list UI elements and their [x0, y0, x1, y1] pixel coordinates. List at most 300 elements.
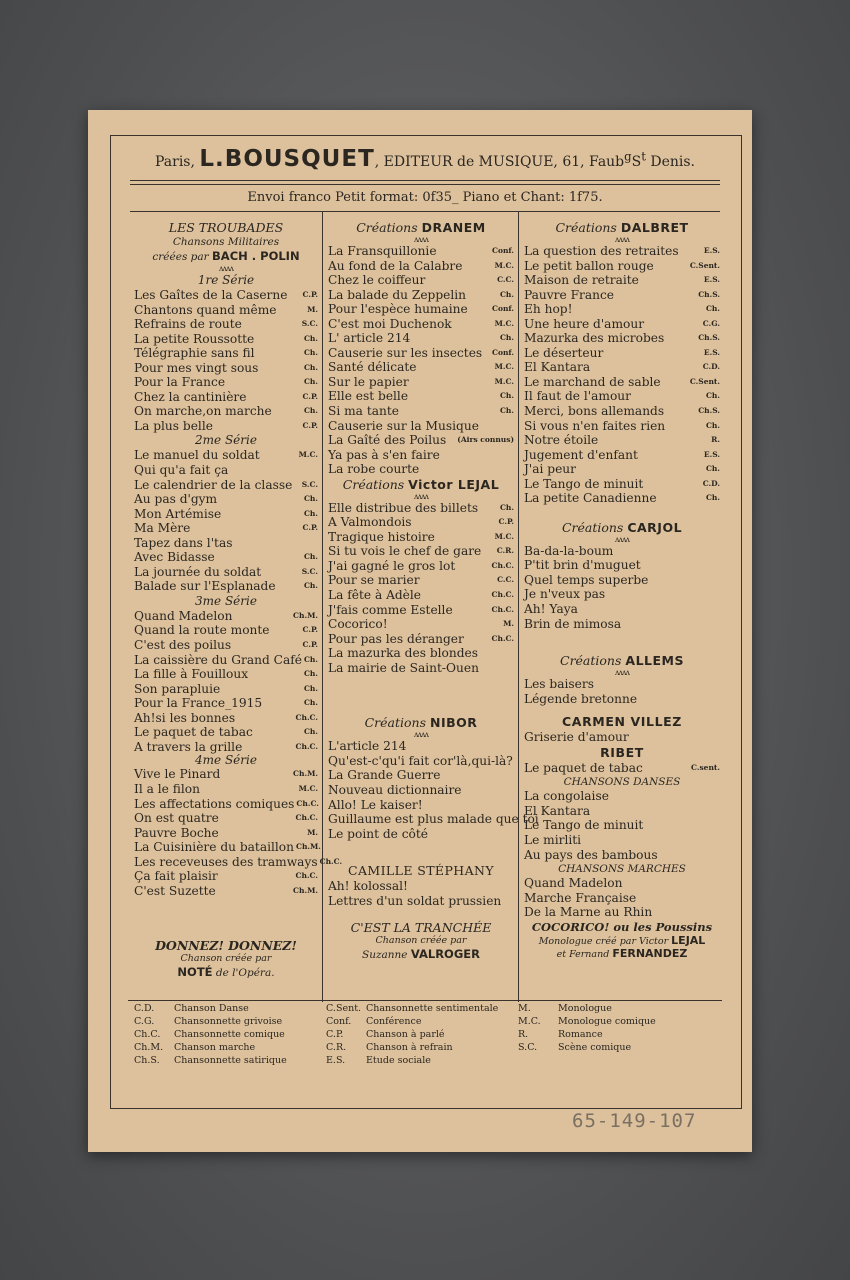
song-title: Eh hop!: [524, 302, 573, 317]
song-title: La petite Canadienne: [524, 491, 657, 506]
allems-title: [524, 653, 720, 668]
list-item: [134, 521, 318, 536]
song-title: Elle distribue des billets: [328, 500, 479, 515]
genre-abbrev: Ch.: [303, 698, 318, 708]
song-title: Je n'veux pas: [524, 587, 606, 602]
legend-item: [518, 1041, 714, 1054]
list-item: [328, 346, 514, 361]
genre-abbrev: Ch.: [303, 362, 318, 372]
ornament: ʌʌʌʌ: [413, 730, 429, 740]
list-item: [134, 375, 318, 390]
list-item: [134, 725, 318, 740]
genre-abbrev: Conf.: [492, 304, 514, 314]
genre-abbrev: Ch.C.: [319, 856, 343, 866]
genre-abbrev: M.C.: [494, 318, 514, 328]
song-title: Pour se marier: [328, 573, 420, 588]
song-title: Pauvre France: [524, 287, 615, 302]
legend-item: [326, 1041, 514, 1054]
list-item: [134, 507, 318, 522]
song-title: La journée du soldat: [134, 564, 262, 579]
list-item: [328, 317, 514, 332]
donnez-artist: NOTÉ: [177, 965, 213, 980]
lejal-creations: Créations: [342, 476, 405, 492]
list-item: [134, 869, 318, 884]
song-title: Maison de retraite: [524, 273, 639, 288]
header-city: Paris,: [155, 154, 195, 170]
song-title: Pour l'espèce humaine: [328, 302, 468, 317]
song-title: Merci, bons allemands: [524, 404, 665, 419]
song-title: Télégraphie sans fil: [134, 346, 255, 361]
list-item: [524, 462, 720, 477]
song-title: Qui qu'a fait ça: [134, 463, 229, 478]
list-item: [524, 602, 720, 617]
genre-abbrev: Ch.: [499, 391, 514, 401]
genre-abbrev: Ch.M.: [295, 842, 321, 852]
genre-abbrev: Conf.: [492, 347, 514, 357]
list-item: [328, 273, 514, 288]
song-title: Griserie d'amour: [524, 730, 629, 745]
list-item: [134, 740, 318, 755]
song-title: Le Tango de minuit: [524, 476, 644, 491]
troubades-subtitle: Chansons Militaires: [172, 236, 280, 248]
genre-abbrev: C.P.: [302, 290, 318, 299]
song-title: Pauvre Boche: [134, 825, 219, 840]
dranem-list: [328, 244, 514, 477]
donnez-subtitle: Chanson créée par: [180, 953, 272, 965]
legend-col-2: [326, 1002, 514, 1067]
ornament: ʌʌʌʌ: [413, 491, 429, 501]
song-title: La mazurka des blondes: [328, 646, 478, 661]
list-item: [328, 259, 514, 274]
song-title: Son parapluie: [134, 681, 221, 696]
song-title: Le déserteur: [524, 345, 604, 360]
danses-title: CHANSONS DANSES: [563, 776, 681, 789]
list-item: [134, 448, 318, 463]
allems-list: [524, 677, 720, 706]
tranchee-title: C'EST LA TRANCHÉE: [350, 920, 492, 936]
list-item: [134, 536, 318, 551]
legend-item: [134, 1041, 318, 1054]
genre-abbrev: S.C.: [301, 479, 318, 489]
list-item: [134, 565, 318, 580]
legend-abbrev: C.P.: [326, 1029, 344, 1040]
song-title: J'ai gagné le gros lot: [328, 558, 456, 573]
list-item: [524, 346, 720, 361]
serie-1-list: [134, 288, 318, 433]
list-item: [134, 854, 343, 870]
header-sup2: t: [641, 149, 646, 164]
genre-abbrev: M.C.: [494, 531, 514, 541]
genre-abbrev: Ch.: [303, 683, 318, 693]
legend-meaning: Romance: [558, 1029, 603, 1040]
legend-meaning: Chansonnette satirique: [174, 1055, 287, 1066]
legend-abbrev: Ch.C.: [134, 1029, 161, 1040]
list-item: [328, 798, 514, 813]
genre-abbrev: Ch.: [303, 581, 318, 591]
tranchee-subtitle: Chanson créée par: [375, 935, 467, 947]
song-title: Quand Madelon: [524, 876, 623, 891]
legend-abbrev: Conf.: [326, 1016, 352, 1027]
genre-abbrev: Ch.M.: [293, 769, 318, 779]
song-title: Vive le Pinard: [134, 767, 221, 782]
list-item: [328, 433, 514, 448]
genre-abbrev: Ch.: [705, 420, 720, 430]
legend-abbrev: R.: [518, 1029, 529, 1040]
list-item: [524, 804, 720, 819]
list-item: [134, 840, 321, 855]
cocorico-sub: Monologue créé par Victor: [538, 935, 669, 947]
song-title: Les baisers: [524, 677, 594, 692]
list-item: [524, 544, 720, 559]
song-title: C'est Suzette: [134, 883, 216, 898]
song-title: Le Tango de minuit: [524, 818, 644, 833]
genre-abbrev: Ch.C.: [295, 712, 318, 722]
list-item: [134, 638, 318, 653]
song-title: A travers la grille: [134, 739, 243, 754]
list-item: [328, 879, 514, 894]
list-item: [134, 579, 318, 594]
genre-abbrev: R.: [711, 435, 720, 445]
song-title: Ah! kolossal!: [328, 879, 408, 894]
legend-item: [518, 1028, 714, 1041]
list-item: [524, 848, 720, 863]
genre-abbrev: E.S.: [703, 347, 720, 357]
song-title: Le petit ballon rouge: [524, 258, 654, 273]
legend-abbrev: C.R.: [326, 1042, 347, 1053]
song-title: On marche,on marche: [134, 404, 272, 419]
column-divider-2: [518, 212, 519, 1002]
list-item: [328, 448, 514, 463]
song-title: Pour mes vingt sous: [134, 360, 259, 375]
list-item: [134, 404, 318, 419]
list-item: [134, 653, 318, 668]
song-title: Les Gaîtes de la Caserne: [134, 288, 288, 302]
carjol-artist: CARJOL: [627, 519, 683, 535]
song-title: Causerie sur la Musique: [328, 418, 479, 433]
list-item: [328, 827, 514, 842]
tranchee-by: Suzanne: [362, 949, 408, 962]
song-title: Nouveau dictionnaire: [328, 782, 462, 797]
song-title: Tapez dans l'tas: [134, 535, 233, 550]
genre-abbrev: Ch.C.: [295, 813, 318, 823]
song-title: La balade du Zeppelin: [328, 287, 467, 302]
header-street: Denis.: [645, 154, 695, 170]
list-item: [524, 677, 720, 692]
list-item: [328, 375, 514, 390]
genre-abbrev: E.S.: [703, 246, 720, 255]
genre-abbrev: Ch.C.: [296, 798, 319, 808]
legend-item: [134, 1002, 318, 1015]
genre-abbrev: C.Sent.: [689, 376, 720, 386]
legend-meaning: Monologue: [558, 1003, 612, 1014]
lejal-artist: Victor LEJAL: [408, 476, 500, 492]
genre-abbrev: C.P.: [302, 523, 318, 533]
song-title: Allo! Le kaiser!: [328, 797, 423, 812]
song-title: Le marchand de sable: [524, 374, 661, 389]
song-title: Guillaume est plus malade que toi: [328, 812, 539, 827]
song-title: Avec Bidasse: [134, 550, 215, 565]
song-title: Elle est belle: [328, 389, 409, 404]
genre-abbrev: Ch.: [705, 464, 720, 474]
troubades-artists: BACH . POLIN: [212, 249, 300, 263]
genre-abbrev: C.Sent.: [689, 260, 720, 270]
song-title: Les receveuses des tramways: [134, 854, 318, 869]
list-item: [134, 419, 318, 434]
list-item: [134, 317, 318, 332]
list-item: [328, 632, 514, 647]
list-item: [524, 389, 720, 404]
dalbret-title: [524, 220, 720, 235]
genre-abbrev: M.C.: [298, 450, 318, 460]
legend-meaning: Scène comique: [558, 1042, 632, 1053]
list-item: [134, 711, 318, 726]
song-title: La question des retraites: [524, 244, 679, 258]
list-item: [134, 782, 318, 797]
song-title: La mairie de Saint-Ouen: [328, 660, 479, 675]
list-item: [524, 692, 720, 707]
song-title: Santé délicate: [328, 360, 417, 375]
donnez-artist-line: [134, 965, 318, 980]
list-item: [328, 419, 514, 434]
column-dranem: [328, 220, 539, 962]
genre-abbrev: Ch.C.: [491, 590, 514, 600]
genre-abbrev: E.S.: [703, 275, 720, 285]
list-item: [328, 515, 514, 530]
troubades-title: LES TROUBADES: [168, 220, 284, 235]
song-title: Une heure d'amour: [524, 316, 645, 331]
list-item: [328, 302, 514, 317]
legend-abbrev: M.: [518, 1003, 531, 1014]
list-item: [524, 404, 720, 419]
song-title: Refrains de route: [134, 317, 242, 332]
list-item: [328, 812, 539, 827]
genre-abbrev: M.C.: [298, 783, 318, 793]
dalbret-artist: DALBRET: [620, 220, 689, 235]
genre-abbrev: C.C.: [497, 275, 514, 285]
song-title: Le paquet de tabac: [524, 760, 643, 775]
genre-abbrev: Ch.: [705, 391, 720, 401]
list-item: [524, 317, 720, 332]
list-item: [524, 273, 720, 288]
column-troubades: [134, 220, 343, 980]
list-item: [524, 761, 720, 776]
legend-abbrev: C.Sent.: [326, 1003, 362, 1014]
legend-col-3: [518, 1002, 714, 1054]
header-rule-2: [130, 184, 720, 185]
list-item: [134, 346, 318, 361]
song-title: Si tu vois le chef de gare: [328, 544, 482, 559]
list-item: [328, 404, 514, 419]
serie-2-list: [134, 448, 318, 593]
song-title: Sur le papier: [328, 374, 409, 389]
serie-4-list: [134, 767, 343, 898]
list-item: [134, 667, 318, 682]
ornament: ʌʌʌʌ: [413, 235, 429, 244]
list-item: [134, 390, 318, 405]
song-title: Ya pas à s'en faire: [328, 447, 440, 462]
list-item: [524, 818, 720, 833]
serie-3: 3me Série: [195, 593, 257, 608]
troubades-artists-line: [134, 249, 318, 264]
stephany-title: CAMILLE STÉPHANY: [348, 863, 494, 879]
legend-item: [326, 1015, 514, 1028]
publisher-name: L.BOUSQUET: [199, 146, 375, 172]
list-item: [524, 244, 720, 259]
song-title: On est quatre: [134, 811, 219, 826]
list-item: [524, 573, 720, 588]
list-item: [328, 783, 514, 798]
list-item: [328, 603, 514, 618]
genre-abbrev: Ch.: [303, 508, 318, 518]
song-title: Il a le filon: [134, 781, 200, 796]
allems-creations: Créations: [560, 653, 622, 669]
song-title: La Gaîté des Poilus: [328, 433, 447, 448]
dranem-creations: Créations: [356, 220, 418, 235]
envoi-rule: [130, 211, 720, 212]
genre-abbrev: C.P.: [498, 517, 514, 527]
header-sup: g: [624, 149, 632, 164]
song-title: De la Marne au Rhin: [524, 905, 653, 920]
lejal-list: [328, 501, 514, 676]
list-item: [524, 259, 720, 274]
list-item: [134, 478, 318, 493]
song-title: Balade sur l'Esplanade: [134, 579, 276, 594]
tranchee-artist: VALROGER: [410, 947, 480, 962]
list-item: [134, 884, 318, 899]
list-item: [328, 573, 514, 588]
genre-abbrev: Ch.S.: [698, 289, 720, 299]
list-item: [328, 544, 514, 559]
ornament: ʌʌʌʌ: [614, 668, 630, 678]
genre-abbrev: Ch.: [499, 502, 514, 512]
list-item: [134, 767, 318, 782]
list-item: [524, 477, 720, 492]
list-item: [328, 646, 514, 661]
song-title: Le calendrier de la classe: [134, 477, 293, 492]
list-item: [328, 588, 514, 603]
song-title: La robe courte: [328, 462, 420, 477]
song-title: Chez le coiffeur: [328, 273, 426, 288]
genre-abbrev: Ch.: [499, 406, 514, 416]
song-title: Au pays des bambous: [524, 847, 658, 862]
genre-abbrev: M.: [307, 827, 318, 837]
legend-item: [134, 1028, 318, 1041]
genre-abbrev: C.D.: [702, 478, 720, 488]
list-item: [328, 389, 514, 404]
genre-abbrev: M.: [503, 619, 514, 629]
genre-abbrev: Ch.: [303, 333, 318, 343]
list-item: [328, 360, 514, 375]
list-item: [328, 617, 514, 632]
song-title: J'ai peur: [524, 462, 576, 477]
song-title: Ça fait plaisir: [134, 869, 218, 884]
song-title: La Fransquillonie: [328, 244, 437, 258]
villez-list: [524, 730, 720, 745]
serie-1: 1re Série: [197, 273, 255, 287]
list-item: [134, 826, 318, 841]
carjol-list: [524, 544, 720, 631]
legend-item: [518, 1015, 714, 1028]
ribet-list: [524, 761, 720, 776]
song-title: Légende bretonne: [524, 691, 638, 706]
list-item: [524, 302, 720, 317]
list-item: [134, 463, 318, 478]
song-title: Quand la route monte: [134, 623, 270, 638]
dranem-title: [328, 220, 514, 235]
marches-list: [524, 876, 720, 920]
song-title: La fête à Adèle: [328, 588, 422, 603]
song-title: Pour la France: [134, 375, 226, 390]
song-title: Les affectations comiques: [134, 796, 295, 811]
danses-list: [524, 789, 720, 862]
song-title: El Kantara: [524, 803, 591, 818]
song-title: Il faut de l'amour: [524, 389, 631, 404]
song-title: Pour la France_1915: [134, 696, 263, 711]
header-rule: [130, 180, 720, 181]
legend-meaning: Chansonnette sentimentale: [366, 1003, 499, 1014]
cocorico-and-line: [524, 948, 720, 961]
list-item: [328, 530, 514, 545]
song-title: Le mirliti: [524, 832, 582, 847]
legend-abbrev: Ch.S.: [134, 1055, 160, 1066]
ornament: ʌʌʌʌ: [614, 235, 630, 244]
legend-item: [326, 1054, 514, 1067]
list-item: [524, 617, 720, 632]
legend-rule: [128, 1000, 722, 1001]
legend-meaning: Chanson Danse: [174, 1003, 249, 1014]
song-title: El Kantara: [524, 360, 591, 375]
list-item: [524, 789, 720, 804]
header-trade-end: S: [631, 154, 642, 170]
header-trade: , EDITEUR de MUSIQUE, 61, Faub: [374, 154, 625, 170]
handwritten-number: 65-149-107: [572, 1110, 697, 1132]
list-item: [524, 360, 720, 375]
genre-abbrev: Ch.S.: [698, 406, 720, 416]
song-title: Marche Française: [524, 890, 637, 905]
song-title: La Cuisinière du bataillon: [134, 840, 294, 855]
legend-abbrev: E.S.: [326, 1055, 346, 1066]
genre-abbrev: S.C.: [301, 319, 318, 329]
song-title: Mazurka des microbes: [524, 331, 665, 346]
genre-abbrev: C.P.: [302, 625, 318, 635]
legend-abbrev: Ch.M.: [134, 1042, 164, 1053]
genre-abbrev: Ch.C.: [491, 633, 514, 643]
genre-abbrev: M.: [307, 304, 318, 314]
list-item: [524, 433, 720, 448]
song-title: C'est des poilus: [134, 638, 232, 653]
song-title: L'article 214: [328, 739, 407, 754]
column-dalbret: [524, 220, 720, 961]
carjol-creations: Créations: [561, 519, 624, 535]
genre-abbrev: Ch.: [499, 333, 514, 343]
nibor-creations: Créations: [364, 715, 426, 731]
list-item: [134, 361, 318, 376]
list-item: [328, 768, 514, 783]
legend-meaning: Chanson à parlé: [366, 1029, 445, 1040]
song-title: La caissière du Grand Café: [134, 652, 302, 667]
cocorico-lejal: LEJAL: [671, 933, 706, 947]
legend-meaning: Chansonnette grivoise: [174, 1016, 283, 1027]
song-title: Si vous n'en faites rien: [524, 418, 666, 433]
created-by: créées par: [152, 251, 209, 263]
list-item: [134, 682, 318, 697]
song-title: A Valmondois: [328, 515, 412, 530]
stephany-list: [328, 879, 514, 908]
genre-abbrev: M.C.: [494, 362, 514, 372]
donnez-title: DONNEZ! DONNEZ!: [155, 938, 297, 954]
carjol-title: [524, 520, 720, 535]
genre-abbrev: C.P.: [302, 420, 318, 430]
